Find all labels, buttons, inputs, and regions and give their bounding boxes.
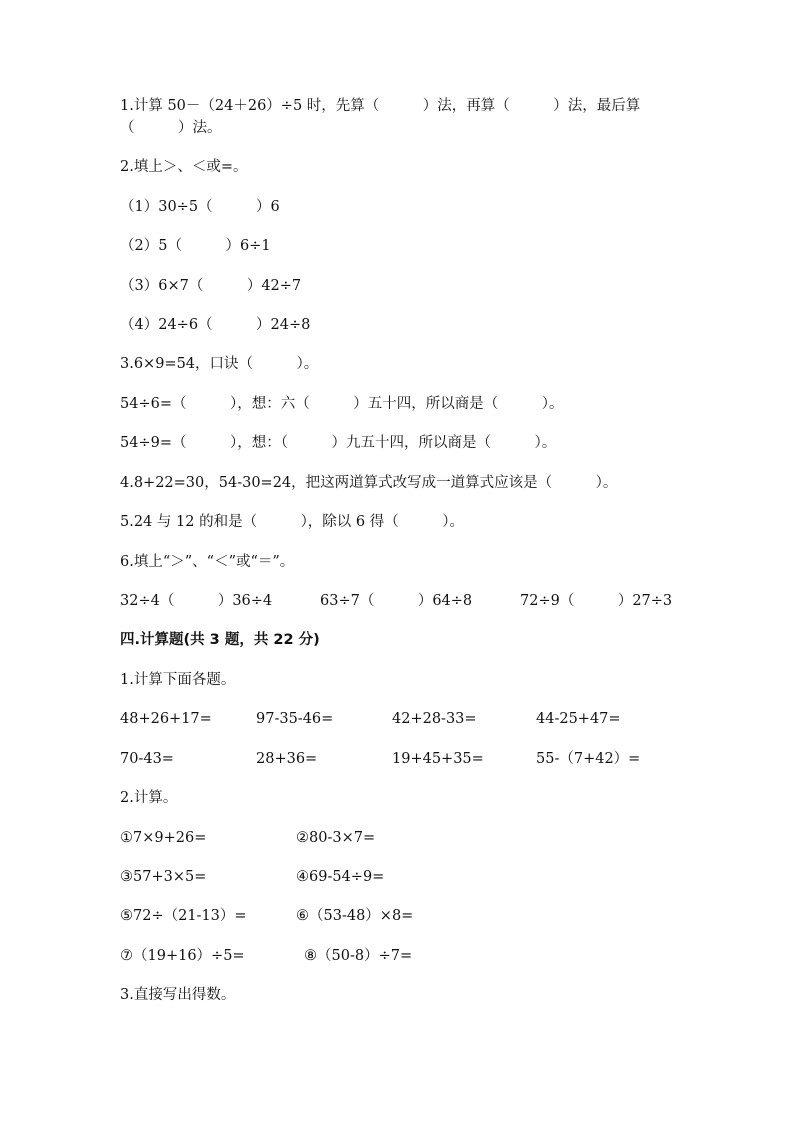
s4-q1-title: 1.计算下面各题。 [120,672,236,688]
q2-title: 2.填上＞、＜或=。 [120,159,248,175]
q2-item-4: （4）24÷6（ ）24÷8 [120,317,311,333]
q6-title: 6.填上“＞”、“＜”或“＝”。 [120,554,295,570]
q3-line2: 54÷9=（ ），想：（ ）九五十四，所以商是（ ）。 [120,435,557,451]
s4-q1-r2-c2: 28+36= [256,751,318,767]
q6-item-1: 32÷4（ ）36÷4 [120,593,273,609]
q2-item-2: （2）5（ ）6÷1 [120,238,271,254]
section4-heading: 四.计算题(共 3 题，共 22 分) [120,632,320,648]
s4-q2-item-4: ④69-54÷9= [296,869,385,885]
s4-q2-item-5: ⑤72÷（21-13）= [120,908,247,924]
s4-q2-item-8: ⑧（50-8）÷7= [304,948,413,964]
s4-q1-r2-c1: 70-43= [120,751,174,767]
q6-item-2: 63÷7（ ）64÷8 [320,593,473,609]
q6-item-3: 72÷9（ ）27÷3 [520,593,673,609]
s4-q1-r2-c3: 19+45+35= [392,751,484,767]
q4-text: 4.8+22=30，54-30=24，把这两道算式改写成一道算式应该是（ ）。 [120,475,618,491]
q3-title: 3.6×9=54，口诀（ ）。 [120,356,319,372]
s4-q1-r1-c2: 97-35-46= [256,711,334,727]
s4-q2-item-2: ②80-3×7= [296,830,376,846]
q3-line1: 54÷6=（ ），想：六（ ）五十四，所以商是（ ）。 [120,396,564,412]
q2-item-3: （3）6×7（ ）42÷7 [120,278,302,294]
s4-q2-title: 2.计算。 [120,790,178,806]
s4-q1-r1-c3: 42+28-33= [392,711,477,727]
q1-line1: 1.计算 50－（24＋26）÷5 时，先算（ ）法，再算（ ）法，最后算 [120,98,641,114]
q2-item-1: （1）30÷5（ ）6 [120,199,280,215]
s4-q1-r1-c4: 44-25+47= [536,711,621,727]
q1-line2: （ ）法。 [120,120,222,136]
s4-q2-item-6: ⑥（53-48）×8= [296,908,414,924]
q5-text: 5.24 与 12 的和是（ ），除以 6 得（ ）。 [120,514,465,530]
s4-q2-item-1: ①7×9+26= [120,830,207,846]
s4-q1-r1-c1: 48+26+17= [120,711,212,727]
s4-q3-title: 3.直接写出得数。 [120,987,236,1003]
s4-q1-r2-c4: 55-（7+42）= [536,751,641,767]
s4-q2-item-7: ⑦（19+16）÷5= [120,948,245,964]
s4-q2-item-3: ③57+3×5= [120,869,207,885]
